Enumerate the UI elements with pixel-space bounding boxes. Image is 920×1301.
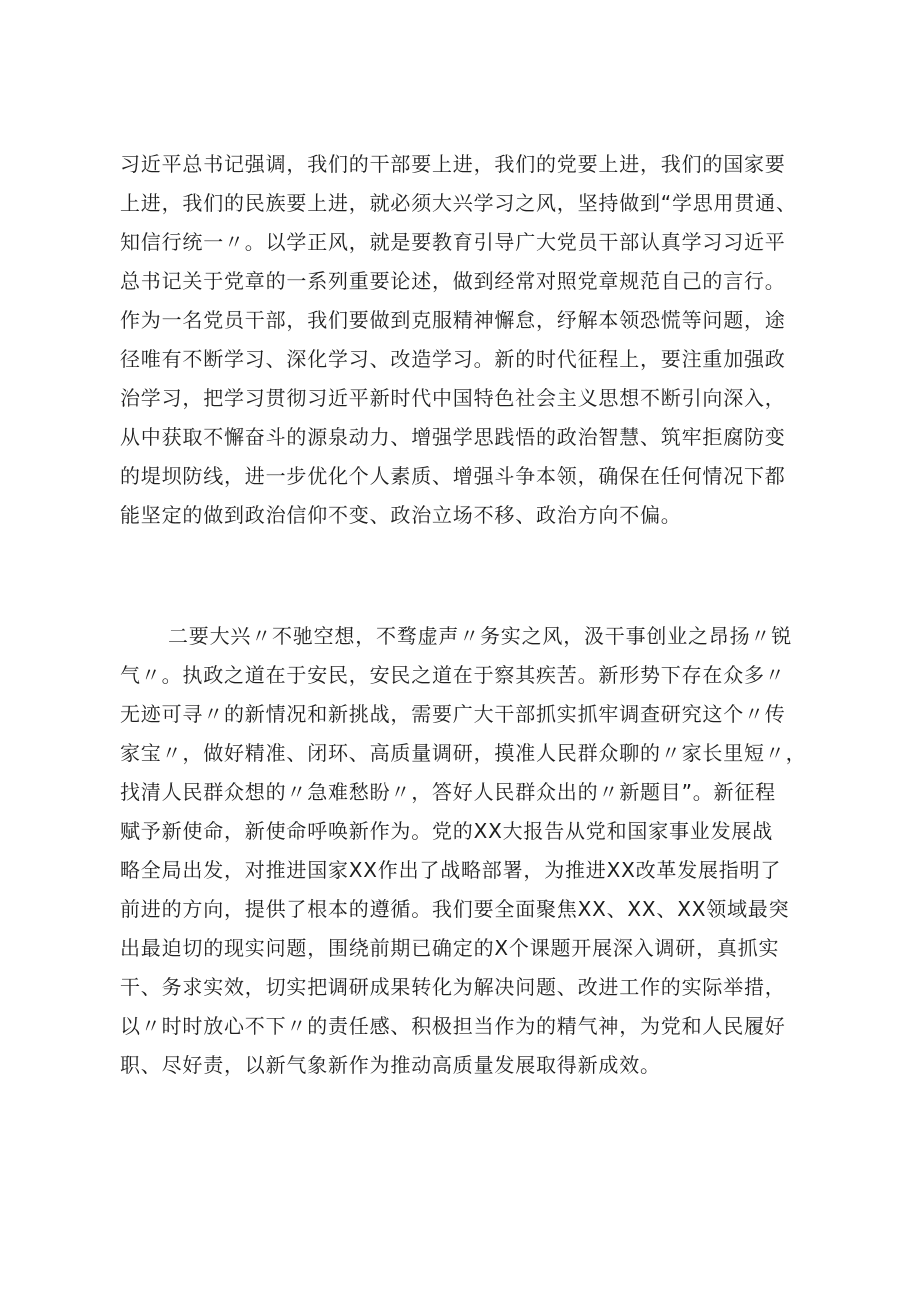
- text-line: 无迹可寻〃的新情况和新挑战，需要广大干部抓实抓牢调查研究这个〃传: [120, 702, 786, 726]
- paragraph-study-style: [120, 145, 820, 535]
- text-line: 能坚定的做到政治信仰不变、政治立场不移、政治方向不偏。: [120, 503, 682, 527]
- paragraph-practical-style: [120, 617, 820, 1085]
- text-line: 职、尽好责，以新气象新作为推动高质量发展取得新成效。: [120, 1053, 661, 1077]
- text-line: 总书记关于党章的一系列重要论述，做到经常对照党章规范自己的言行。: [120, 269, 786, 293]
- text-line: 知信行统一〃。以学正风，就是要教育引导广大党员干部认真学习习近平: [120, 230, 786, 254]
- text-line: 干、务求实效，切实把调研成果转化为解决问题、改进工作的实际举措，: [120, 975, 786, 999]
- text-line: 气〃。执政之道在于安民，安民之道在于察其疾苦。新形势下存在众多〃: [120, 663, 786, 687]
- text-line: 的堤坝防线，进一步优化个人素质、增强斗争本领，确保在任何情况下都: [120, 464, 786, 488]
- text-line: 上进，我们的民族要上进，就必须大兴学习之风，坚持做到“学思用贯通、: [120, 191, 797, 215]
- text-line-first-indented: 二要大兴〃不驰空想，不骛虚声〃务实之风，汲干事创业之昂扬〃锐: [168, 624, 792, 648]
- text-line: 家宝〃，做好精准、闭环、高质量调研，摸准人民群众聊的〃家长里短〃，: [120, 741, 807, 765]
- text-line: 前进的方向，提供了根本的遵循。我们要全面聚焦XX、XX、XX领域最突: [120, 897, 790, 921]
- text-line: 以〃时时放心不下〃的责任感、积极担当作为的精气神，为党和人民履好: [120, 1014, 786, 1038]
- text-line: 治学习，把学习贯彻习近平新时代中国特色社会主义思想不断引向深入，: [120, 386, 786, 410]
- text-line: 出最迫切的现实问题，围绕前期已确定的X个课题开展深入调研，真抓实: [120, 936, 780, 960]
- text-line: 找清人民群众想的〃急难愁盼〃，答好人民群众出的〃新题目”。新征程: [120, 780, 776, 804]
- text-line: 从中获取不懈奋斗的源泉动力、增强学思践悟的政治智慧、筑牢拒腐防变: [120, 425, 786, 449]
- text-line: 略全局出发，对推进国家XX作出了战略部署，为推进XX改革发展指明了: [120, 858, 782, 882]
- text-line: 赋予新使命，新使命呼唤新作为。党的XX大报告从党和国家事业发展战: [120, 819, 774, 843]
- text-line: 习近平总书记强调，我们的干部要上进，我们的党要上进，我们的国家要: [120, 152, 786, 176]
- text-line: 作为一名党员干部，我们要做到克服精神懈怠，纾解本领恐慌等问题，途: [120, 308, 786, 332]
- text-line: 径唯有不断学习、深化学习、改造学习。新的时代征程上，要注重加强政: [120, 347, 786, 371]
